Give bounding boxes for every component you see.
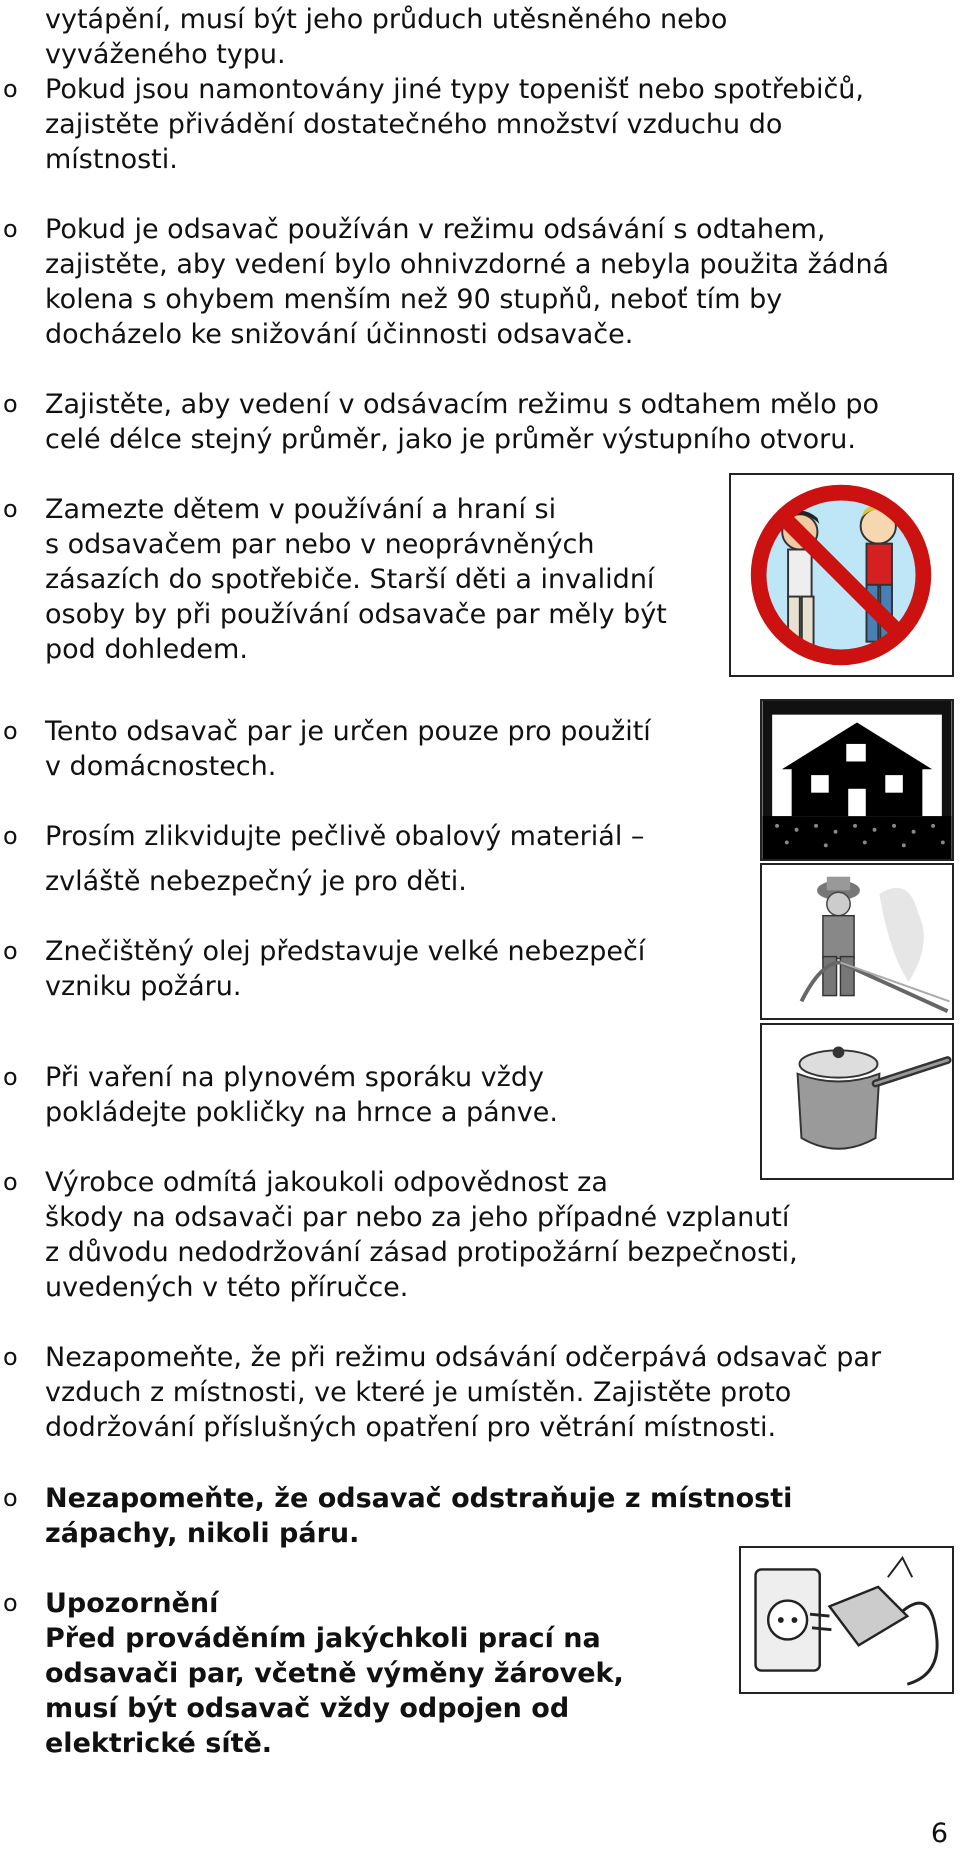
pot-with-lid-illustration: [760, 1023, 954, 1180]
bullet: o: [3, 75, 18, 103]
house-icon: [760, 699, 954, 861]
item-10-line-1: Nezapomeňte, že při režimu odsávání odčerpává odsavač par: [45, 1342, 882, 1373]
item-3-line-2: celé délce stejný průměr, jako je průměr výstupního otvoru.: [45, 424, 856, 455]
bullet: o: [3, 495, 18, 523]
item-9-line-4: uvedených v této příručce.: [45, 1272, 409, 1303]
item-2-line-4: docházelo ke snižování účinnosti odsavače.: [45, 319, 634, 350]
bullet: o: [3, 1589, 18, 1617]
firefighter-illustration: [760, 863, 954, 1020]
unplug-illustration: [739, 1546, 954, 1694]
item-10-line-2: vzduch z místnosti, ve které je umístěn. Zajistěte proto: [45, 1377, 792, 1408]
warning-line-4: elektrické sítě.: [45, 1728, 273, 1759]
item-3-line-1: Zajistěte, aby vedení v odsávacím režimu s odtahem mělo po: [45, 389, 880, 420]
item-7-line-2: vzniku požáru.: [45, 971, 242, 1002]
bullet: o: [3, 390, 18, 418]
bullet: o: [3, 822, 18, 850]
item-8-line-1: Při vaření na plynovém sporáku vždy: [45, 1062, 544, 1093]
intro-line-1: vytápění, musí být jeho průduch utěsněného nebo: [45, 4, 728, 35]
item-1-line-3: místnosti.: [45, 144, 178, 175]
bullet: o: [3, 937, 18, 965]
item-11-line-1: Nezapomeňte, že odsavač odstraňuje z místnosti: [45, 1483, 793, 1514]
warning-heading: Upozornění: [45, 1588, 219, 1619]
intro-line-2: vyváženého typu.: [45, 39, 286, 70]
item-9-line-2: škody na odsavači par nebo za jeho případné vzplanutí: [45, 1202, 790, 1233]
warning-line-2: odsavači par, včetně výměny žárovek,: [45, 1658, 624, 1689]
item-1-line-1: Pokud jsou namontovány jiné typy topenišť nebo spotřebičů,: [45, 74, 865, 105]
item-8-line-2: pokládejte pokličky na hrnce a pánve.: [45, 1097, 558, 1128]
item-2-line-1: Pokud je odsavač používán v režimu odsávání s odtahem,: [45, 214, 826, 245]
item-5-line-1: Tento odsavač par je určen pouze pro použití: [45, 716, 651, 747]
item-6-line-2: zvláště nebezpečný je pro děti.: [45, 866, 467, 897]
bullet: o: [3, 1484, 18, 1512]
item-4-line-2: s odsavačem par nebo v neoprávněných: [45, 529, 595, 560]
bullet: o: [3, 1168, 18, 1196]
item-9-line-3: z důvodu nedodržování zásad protipožární bezpečnosti,: [45, 1237, 798, 1268]
item-4-line-4: osoby by při používání odsavače par měly být: [45, 599, 667, 630]
item-4-line-5: pod dohledem.: [45, 634, 248, 665]
item-4-line-3: zásazích do spotřebiče. Starší děti a invalidní: [45, 564, 655, 595]
item-10-line-3: dodržování příslušných opatření pro větrání místnosti.: [45, 1412, 777, 1443]
bullet: o: [3, 1343, 18, 1371]
item-6-line-1: Prosím zlikvidujte pečlivě obalový materiál –: [45, 821, 645, 852]
no-children-illustration: [729, 473, 954, 677]
item-11-line-2: zápachy, nikoli páru.: [45, 1518, 360, 1549]
warning-line-3: musí být odsavač vždy odpojen od: [45, 1693, 570, 1724]
item-2-line-2: zajistěte, aby vedení bylo ohnivzdorné a nebyla použita žádná: [45, 249, 890, 280]
page-number: 6: [930, 1818, 948, 1849]
bullet: o: [3, 1063, 18, 1091]
warning-line-1: Před prováděním jakýchkoli prací na: [45, 1623, 601, 1654]
item-4-line-1: Zamezte dětem v používání a hraní si: [45, 494, 557, 525]
item-2-line-3: kolena s ohybem menším než 90 stupňů, neboť tím by: [45, 284, 783, 315]
item-5-line-2: v domácnostech.: [45, 751, 277, 782]
item-1-line-2: zajistěte přivádění dostatečného množství vzduchu do: [45, 109, 783, 140]
item-9-line-1: Výrobce odmítá jakoukoli odpovědnost za: [45, 1167, 608, 1198]
bullet: o: [3, 717, 18, 745]
bullet: o: [3, 215, 18, 243]
item-7-line-1: Znečištěný olej představuje velké nebezpečí: [45, 936, 646, 967]
